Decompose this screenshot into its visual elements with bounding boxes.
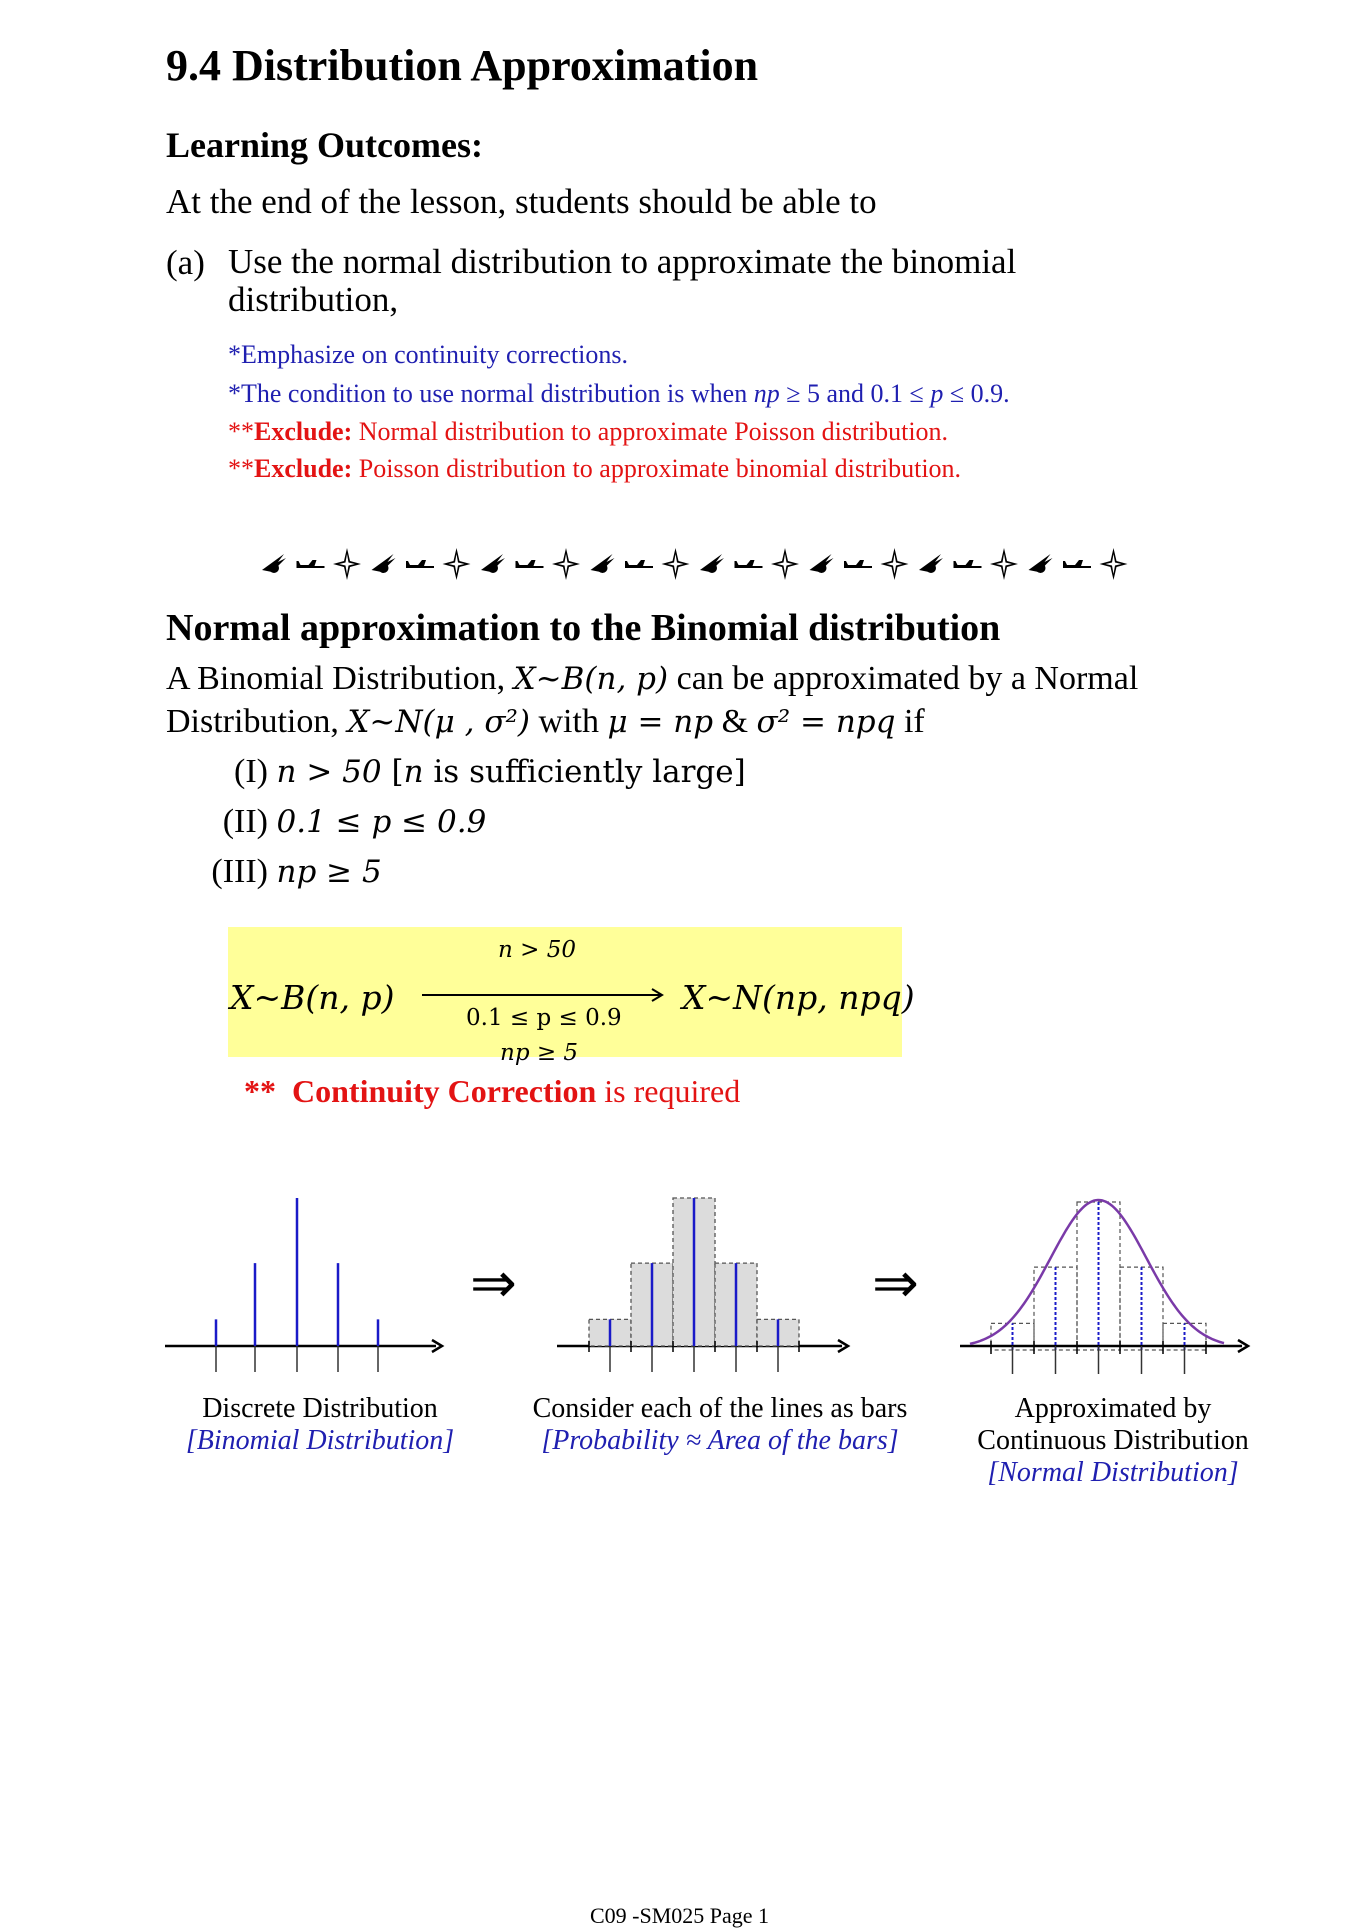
condition-1-note-open: [ — [381, 754, 404, 790]
para2-math-3: σ² = npq — [756, 704, 896, 740]
para2-math-1: X~N(μ , σ²) — [347, 704, 530, 740]
caption-bars-line2: [Probability ≈ Area of the bars] — [541, 1425, 899, 1456]
compass-star-icon — [990, 548, 1018, 580]
condition-1 — [150, 753, 746, 791]
note-condition-prefix: *The condition to use normal distribution is when — [228, 379, 754, 408]
arrow-condition-n: n > 50 — [498, 937, 576, 963]
page-title: 9.4 Distribution Approximation — [166, 41, 759, 90]
airplane-icon — [844, 560, 872, 568]
compass-star-inner — [449, 554, 465, 574]
airplane-icon — [1063, 560, 1091, 568]
exclude-2-label: Exclude: — [254, 454, 353, 483]
caption-continuous — [958, 1393, 1268, 1489]
note-condition-end: ≤ 0.9. — [943, 379, 1010, 408]
para2-d: if — [895, 703, 925, 740]
note-emphasize: *Emphasize on continuity corrections. — [228, 340, 629, 369]
caption-continuous-line2: [Normal Distribution] — [987, 1457, 1239, 1488]
airplane-body — [516, 560, 544, 568]
para1-math: X~B(n, p) — [513, 661, 669, 697]
para1-b: can be approximated by a Normal — [668, 660, 1139, 697]
airplane-body — [625, 560, 653, 568]
caption-continuous-line1b: Continuous Distribution — [977, 1425, 1249, 1456]
note-condition-mid: ≥ 5 and 0.1 ≤ — [779, 379, 931, 408]
airplane-body — [297, 560, 325, 568]
arrow-condition-np: np ≥ 5 — [500, 1040, 579, 1066]
propeller-icon — [481, 554, 505, 573]
intro-text: At the end of the lesson, students should be able to — [166, 182, 877, 221]
propeller-hub — [598, 563, 608, 573]
learning-outcomes-heading: Learning Outcomes: — [166, 125, 483, 165]
compass-star-icon — [1100, 548, 1128, 580]
objective-text: Use the normal distribution to approximate the binomial distribution, — [228, 242, 1017, 319]
propeller-hub — [269, 563, 279, 573]
propeller-icon — [810, 554, 834, 573]
para2-b: with — [530, 703, 608, 740]
caption-discrete-line2: [Binomial Distribution] — [185, 1425, 455, 1456]
arrow-condition-p: 0.1 ≤ p ≤ 0.9 — [466, 1005, 622, 1031]
propeller-hub — [379, 563, 389, 573]
airplane-icon — [954, 560, 982, 568]
implies-arrow — [420, 985, 670, 1005]
caption-discrete-line1: Discrete Distribution — [202, 1393, 438, 1424]
normal-notation: X~N(np, npq) — [682, 978, 915, 1017]
cc-stars: ** — [244, 1073, 276, 1109]
compass-star-inner — [777, 554, 793, 574]
arrow-symbol-1: ⇒ — [470, 1253, 517, 1315]
compass-star-inner — [339, 554, 355, 574]
para2-a: Distribution, — [166, 703, 348, 740]
objective-label: (a) — [166, 243, 205, 282]
caption-discrete — [170, 1393, 470, 1457]
para2-c: & — [713, 703, 757, 740]
condition-3-label: (III) — [211, 853, 268, 890]
compass-star-inner — [558, 554, 574, 574]
compass-star-inner — [887, 554, 903, 574]
condition-3-math: np ≥ 5 — [276, 854, 382, 890]
caption-bars-line1: Consider each of the lines as bars — [532, 1393, 908, 1424]
airplane-body — [954, 560, 982, 568]
exclude-1-label: Exclude: — [254, 417, 353, 446]
propeller-icon — [591, 554, 615, 573]
propeller-hub — [817, 563, 827, 573]
airplane-body — [844, 560, 872, 568]
propeller-hub — [707, 563, 717, 573]
airplane-body — [1063, 560, 1091, 568]
caption-bars — [510, 1393, 930, 1457]
airplane-body — [406, 560, 434, 568]
compass-star-icon — [443, 548, 471, 580]
compass-star-icon — [881, 548, 909, 580]
compass-star-icon — [333, 548, 361, 580]
compass-star-icon — [552, 548, 580, 580]
airplane-icon — [516, 560, 544, 568]
compass-star-icon — [771, 548, 799, 580]
compass-star-icon — [662, 548, 690, 580]
compass-star-inner — [996, 554, 1012, 574]
section-heading: Normal approximation to the Binomial distribution — [166, 607, 1001, 649]
airplane-icon — [625, 560, 653, 568]
note-exclude-1 — [228, 417, 948, 447]
condition-1-note-n: n — [403, 754, 424, 790]
condition-2-label: (II) — [222, 803, 268, 840]
airplane-icon — [406, 560, 434, 568]
condition-1-math: n > 50 — [276, 754, 382, 790]
para2-math-2: μ = np — [607, 704, 714, 740]
note-condition — [228, 379, 1010, 409]
propeller-icon — [919, 554, 943, 573]
paragraph-line-2 — [166, 703, 925, 741]
propeller-icon — [262, 554, 286, 573]
exclude-2-text: Poisson distribution to approximate binomial distribution. — [352, 454, 962, 483]
propeller-hub — [926, 563, 936, 573]
note-condition-np: np — [753, 379, 780, 408]
cc-bold: Continuity Correction — [292, 1073, 597, 1109]
propeller-hub — [1036, 563, 1046, 573]
condition-1-label: (I) — [234, 753, 268, 790]
airplane-icon — [735, 560, 763, 568]
propeller-icon — [1029, 554, 1053, 573]
paragraph-line-1 — [166, 660, 1138, 698]
exclude-2-stars: ** — [228, 454, 254, 483]
page-footer: C09 -SM025 Page 1 — [590, 1903, 770, 1928]
cc-rest: is required — [596, 1073, 741, 1109]
note-exclude-2 — [228, 454, 961, 484]
note-condition-p: p — [930, 379, 944, 408]
binomial-notation: X~B(n, p) — [230, 978, 395, 1017]
normal-curve — [970, 1200, 1224, 1344]
airplane-icon — [297, 560, 325, 568]
airplane-body — [735, 560, 763, 568]
exclude-1-stars: ** — [228, 417, 254, 446]
condition-2-math: 0.1 ≤ p ≤ 0.9 — [276, 804, 487, 840]
continuity-correction-note — [244, 1073, 740, 1110]
compass-star-inner — [1106, 554, 1122, 574]
propeller-icon — [700, 554, 724, 573]
distribution-diagrams — [0, 1180, 1361, 1390]
compass-star-inner — [668, 554, 684, 574]
propeller-icon — [372, 554, 396, 573]
condition-2 — [150, 803, 486, 841]
para1-a: A Binomial Distribution, — [166, 660, 514, 697]
propeller-hub — [488, 563, 498, 573]
decorative-divider — [262, 540, 1142, 588]
condition-3 — [150, 853, 382, 891]
arrow-symbol-2: ⇒ — [872, 1253, 919, 1315]
exclude-1-text: Normal distribution to approximate Poisson distribution. — [352, 417, 949, 446]
caption-continuous-line1: Approximated by — [1014, 1393, 1212, 1424]
condition-1-note-end: is sufficiently large] — [423, 754, 746, 790]
